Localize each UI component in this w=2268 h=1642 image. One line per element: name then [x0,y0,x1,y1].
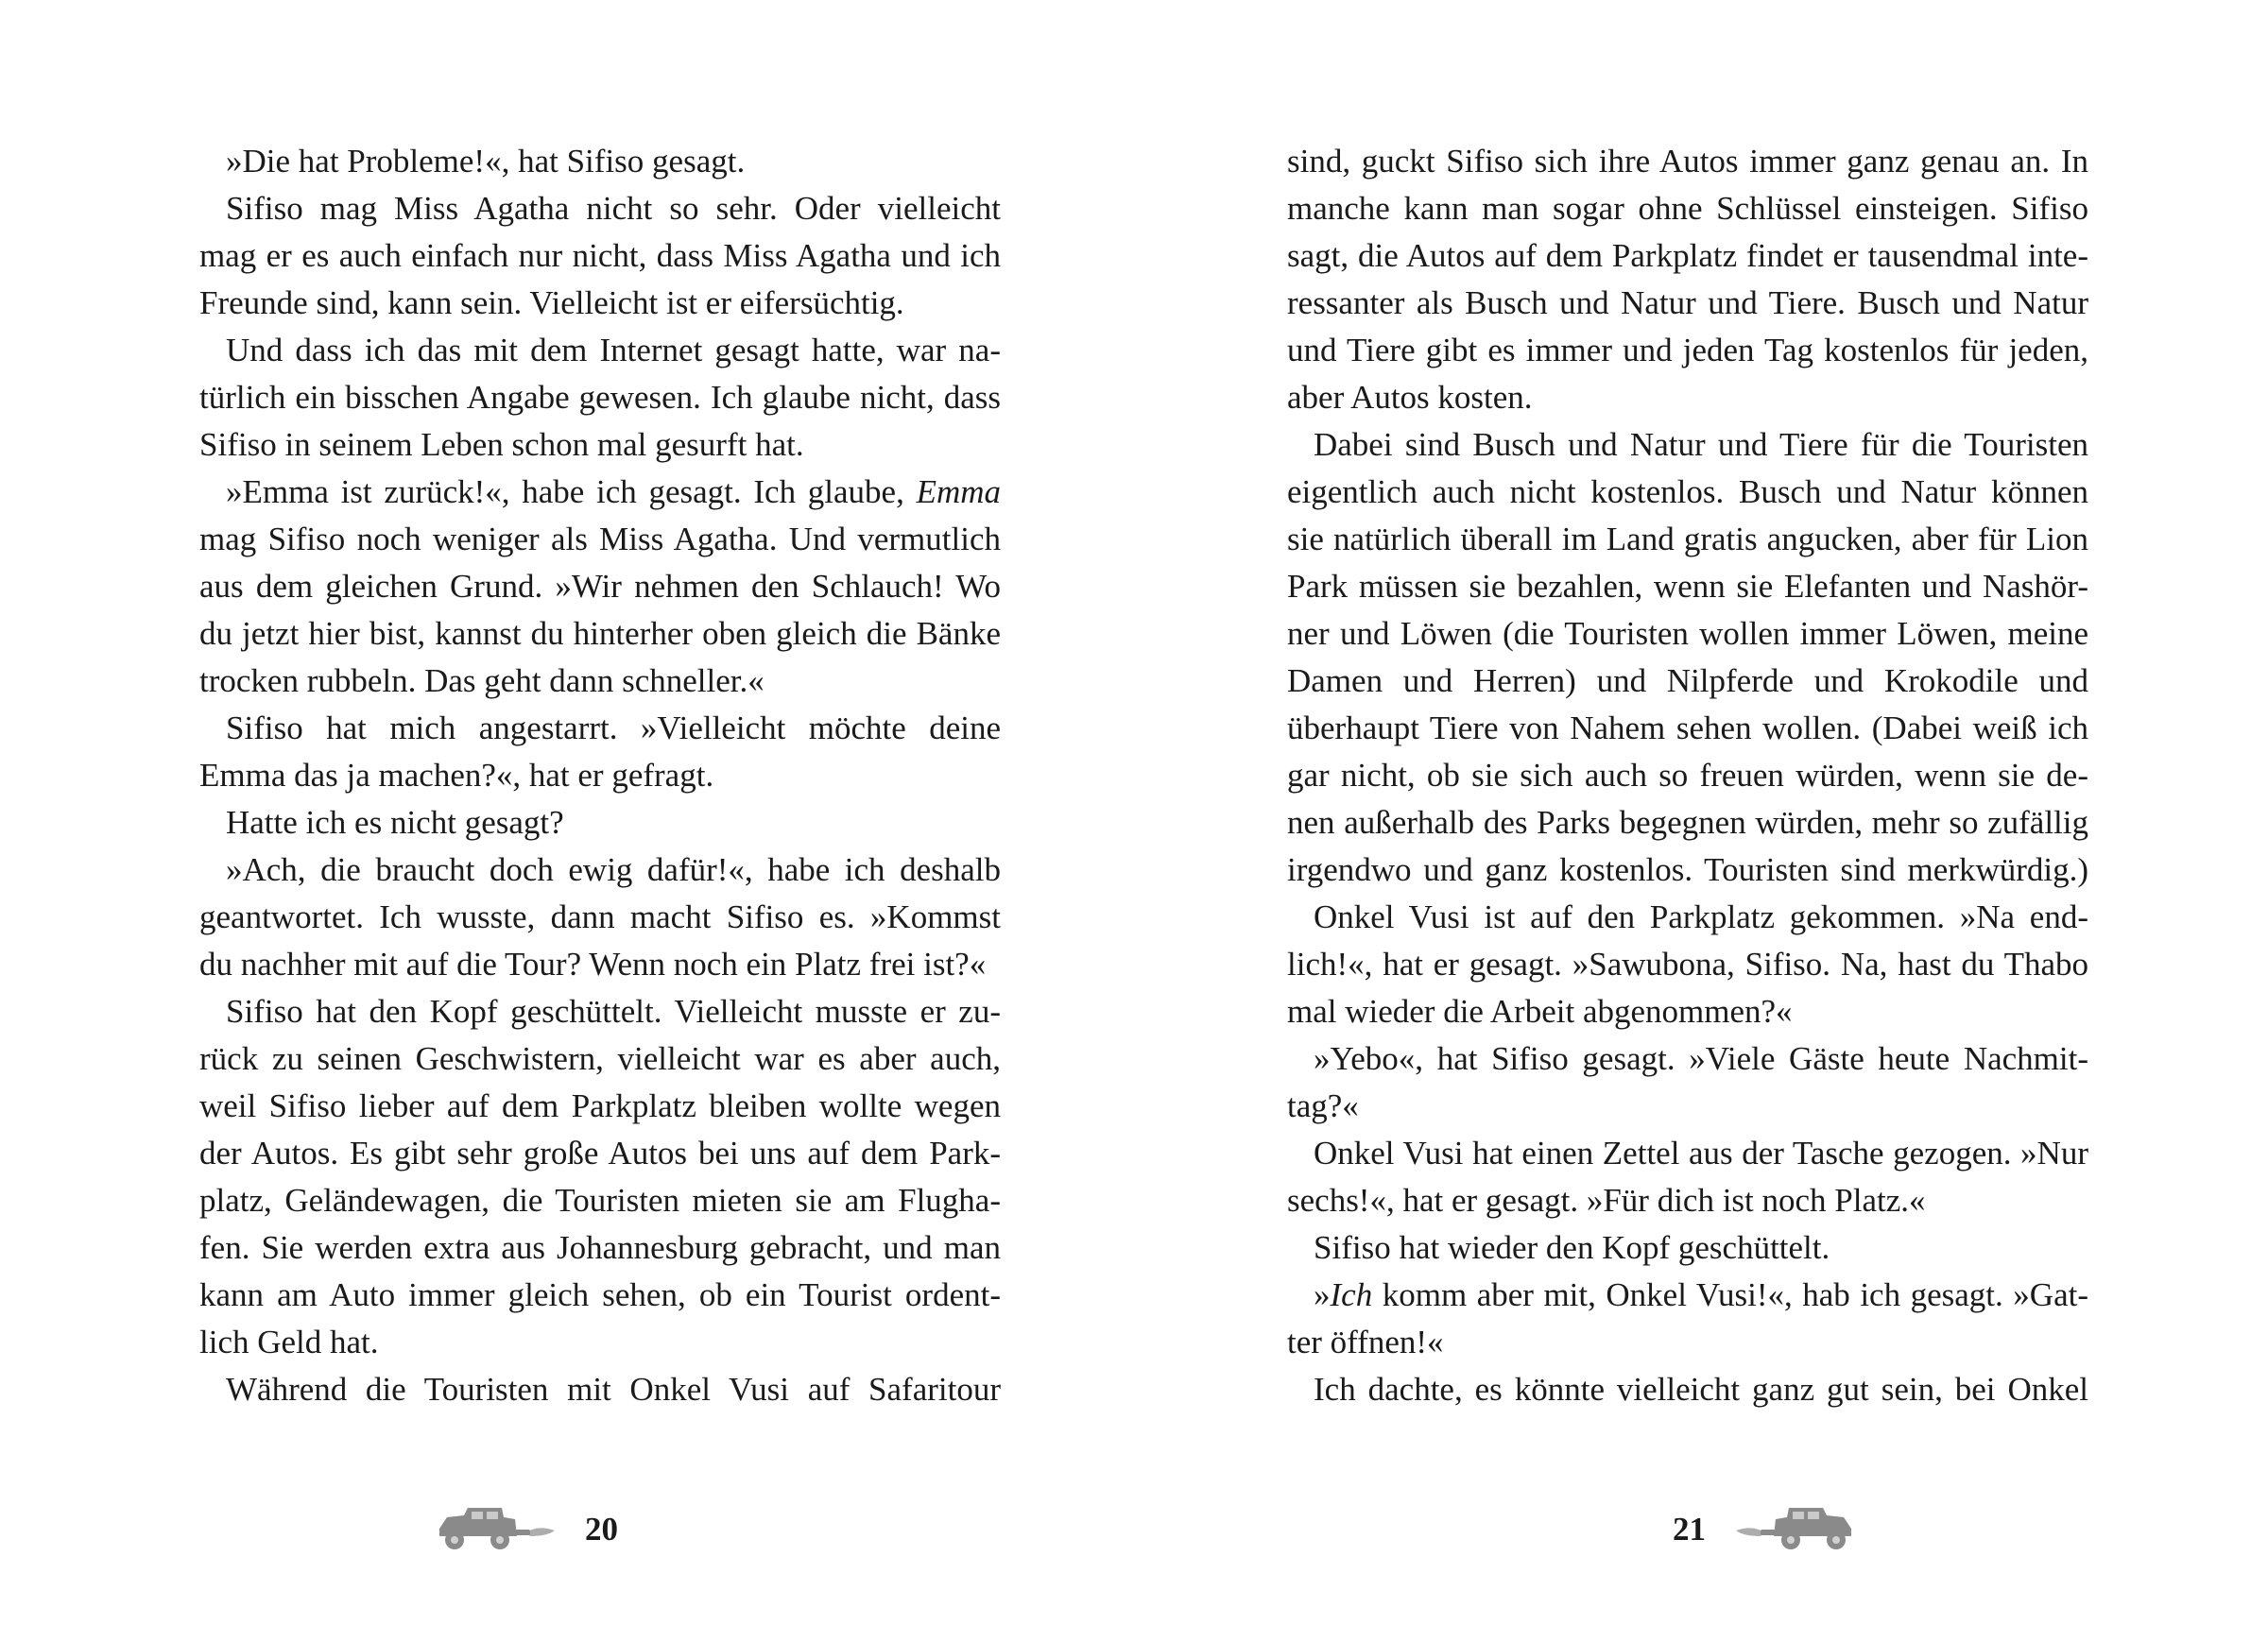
page-number-right: 21 [1673,1510,1706,1548]
right-page-text [1287,138,2088,1413]
text-line: ter öffnen!« [1287,1324,1444,1360]
text-line: rück zu seinen Geschwistern, vielleicht war es aber auch, [199,1040,1001,1077]
text-line: Onkel Vusi hat einen Zettel aus der Tasche gezogen. »Nur [1314,1135,2088,1172]
right-page-footer [1673,1500,1855,1557]
page-number-left: 20 [585,1510,618,1548]
jeep-icon [436,1504,558,1553]
emphasis-text: Emma [916,473,1001,510]
left-page-footer [436,1500,618,1557]
text-line: der Autos. Es gibt sehr große Autos bei uns auf dem Park- [199,1135,1001,1172]
text-line: Sifiso hat wieder den Kopf geschüttelt. [1314,1229,1830,1266]
text-line: Sifiso hat den Kopf geschüttelt. Vielleicht musste er zu- [226,993,1001,1030]
text-line: trocken rubbeln. Das geht dann schneller.« [199,662,765,699]
text-line: geantwortet. Ich wusste, dann macht Sifiso es. »Kommst [199,898,1001,935]
text-line: »Die hat Probleme!«, hat Sifiso gesagt. [226,143,746,180]
text-line: eigentlich auch nicht kostenlos. Busch und Natur können [1287,473,2088,510]
right-page [1287,138,2088,1548]
text-segment: komm aber mit, Onkel Vusi!«, hab ich gesagt. »Gat- [1372,1276,2088,1313]
text-line: Sifiso in seinem Leben schon mal gesurft hat. [199,426,804,463]
text-line: Dabei sind Busch und Natur und Tiere für die Touristen [1314,426,2088,463]
text-line: Damen und Herren) und Nilpferde und Krokodile und [1287,662,2088,699]
text-line: sie natürlich überall im Land gratis angucken, aber für Lion [1287,521,2088,557]
text-line: weil Sifiso lieber auf dem Parkplatz bleiben wollte wegen [199,1087,1001,1124]
text-line: sechs!«, hat er gesagt. »Für dich ist noch Platz.« [1287,1182,1926,1219]
text-line: Emma das ja machen?«, hat er gefragt. [199,757,714,794]
text-line: aber Autos kosten. [1287,379,1533,416]
text-line: Ich dachte, es könnte vielleicht ganz gut sein, bei Onkel [1314,1371,2088,1408]
text-line: und Tiere gibt es immer und jeden Tag kostenlos für jeden, [1287,332,2088,368]
text-line: manche kann man sogar ohne Schlüssel einsteigen. Sifiso [1287,190,2088,227]
text-line: »Ach, die braucht doch ewig dafür!«, habe ich deshalb [226,851,1001,888]
text-line: mal wieder die Arbeit abgenommen?« [1287,993,1793,1030]
text-line: tag?« [1287,1087,1359,1124]
text-line: lich Geld hat. [199,1324,379,1360]
text-line: Sifiso mag Miss Agatha nicht so sehr. Oder vielleicht [226,190,1001,227]
text-line: lich!«, hat er gesagt. »Sawubona, Sifiso. Na, hast du Thabo [1287,946,2088,983]
text-line: Hatte ich es nicht gesagt? [226,804,564,841]
text-line: Während die Touristen mit Onkel Vusi auf Safaritour [226,1371,1001,1408]
text-line: kann am Auto immer gleich sehen, ob ein Tourist ordent- [199,1276,1001,1313]
text-line: Freunde sind, kann sein. Vielleicht ist er eifersüchtig. [199,284,904,321]
text-line: irgendwo und ganz kostenlos. Touristen sind merkwürdig.) [1287,851,2088,888]
text-segment: » [1314,1276,1331,1313]
left-page [199,138,1001,1548]
text-line: fen. Sie werden extra aus Johannesburg gebracht, und man [199,1229,1001,1266]
text-line: Sifiso hat mich angestarrt. »Vielleicht möchte deine [226,710,1001,746]
emphasis-text: Ich [1330,1276,1373,1313]
text-segment: »Emma ist zurück!«, habe ich gesagt. Ich glaube, [226,473,917,510]
text-line: mag Sifiso noch weniger als Miss Agatha. Und vermutlich [199,521,1001,557]
text-line: »Yebo«, hat Sifiso gesagt. »Viele Gäste heute Nachmit- [1314,1040,2088,1077]
text-line: du jetzt hier bist, kannst du hinterher oben gleich die Bänke [199,615,1001,652]
text-line: platz, Geländewagen, die Touristen mieten sie am Flugha- [199,1182,1001,1219]
text-line [1287,1272,2088,1319]
left-page-text [199,138,1001,1413]
text-line: Und dass ich das mit dem Internet gesagt hatte, war na- [226,332,1001,368]
text-line: ressanter als Busch und Natur und Tiere. Busch und Natur [1287,284,2088,321]
jeep-icon [1732,1504,1855,1553]
text-line: Park müssen sie bezahlen, wenn sie Elefanten und Nashör- [1287,568,2088,605]
text-line: mag er es auch einfach nur nicht, dass Miss Agatha und ich [199,237,1001,274]
text-line [199,469,1001,516]
text-line: nen außerhalb des Parks begegnen würden, mehr so zufällig [1287,804,2088,841]
text-line: türlich ein bisschen Angabe gewesen. Ich glaube nicht, dass [199,379,1001,416]
text-line: Onkel Vusi ist auf den Parkplatz gekommen. »Na end- [1314,898,2088,935]
text-line: ner und Löwen (die Touristen wollen immer Löwen, meine [1287,615,2088,652]
text-line: überhaupt Tiere von Nahem sehen wollen. (Dabei weiß ich [1287,710,2088,746]
text-line: du nachher mit auf die Tour? Wenn noch ein Platz frei ist?« [199,946,987,983]
text-line: sind, guckt Sifiso sich ihre Autos immer ganz genau an. In [1287,143,2088,180]
text-line: aus dem gleichen Grund. »Wir nehmen den Schlauch! Wo [199,568,1001,605]
text-line: sagt, die Autos auf dem Parkplatz findet er tausendmal inte- [1287,237,2088,274]
text-line: gar nicht, ob sie sich auch so freuen würden, wenn sie de- [1287,757,2088,794]
